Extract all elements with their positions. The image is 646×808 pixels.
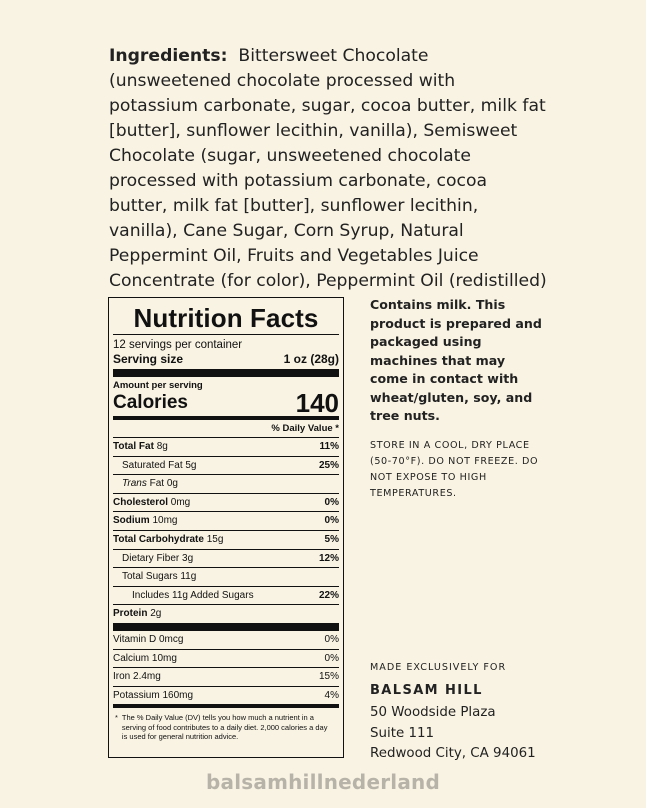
nutrient-rows bbox=[113, 437, 339, 623]
nutrient-row bbox=[113, 604, 339, 623]
company-address bbox=[370, 703, 536, 765]
nutrient-dv: 25% bbox=[318, 459, 339, 471]
nutrient-label: Dietary Fiber 3g bbox=[122, 552, 194, 564]
vitamin-dv: 0% bbox=[324, 652, 339, 664]
nutrient-row bbox=[113, 567, 339, 586]
vitamin-row bbox=[113, 686, 339, 705]
address-line-1: 50 Woodside Plaza bbox=[370, 705, 496, 720]
nutrient-row bbox=[113, 437, 339, 456]
amount-per-serving: Amount per serving bbox=[113, 380, 203, 391]
nutrition-facts-panel: Nutrition Facts 12 servings per container Serving size 1 oz (28g) Amount per serving Calories 140 % Daily Value * Total Fat 8g 11% Saturated Fat 5g 25% Trans Fat 0g Cholesterol 0mg 0% Sodium 10mg 0% Total Carbohydrate 15g 5% Dietary Fiber 3g 12% Total Sugars 11g Includes 11g Added Sugars 22% Protein 2g Vitamin D 0mcg 0% Calcium 10mg 0% Iron 2.4mg 15% Potassium 160mg 4% * The % Daily Value (DV) tells you how much a nutrient in a serving of food contributes to a daily diet. 2,000 calories a day is used for general nutrition advice. bbox=[108, 297, 344, 758]
vitamin-dv: 15% bbox=[318, 671, 339, 683]
calories-label: Calories bbox=[113, 392, 188, 413]
storage-instructions: STORE IN A COOL, DRY PLACE (50-70°F). DO NOT FREEZE. DO NOT EXPOSE TO HIGH TEMPERATURES. bbox=[370, 439, 539, 499]
nutrient-dv: 11% bbox=[319, 441, 339, 452]
nutrient-row bbox=[113, 456, 339, 475]
nutrient-dv: 0% bbox=[324, 496, 339, 508]
daily-value-header: % Daily Value * bbox=[271, 423, 339, 434]
company-name: BALSAM HILL bbox=[370, 683, 483, 698]
vitamin-dv: 4% bbox=[324, 689, 339, 701]
ingredients-text bbox=[109, 44, 549, 294]
vitamin-label: Potassium 160mg bbox=[113, 689, 194, 701]
ingredients-label: Ingredients: bbox=[109, 46, 228, 66]
vitamin-label: Vitamin D 0mcg bbox=[113, 633, 184, 645]
nutrient-row bbox=[113, 530, 339, 549]
nutrient-dv: 0% bbox=[324, 515, 339, 527]
nutrient-label: Protein 2g bbox=[113, 608, 162, 620]
vitamin-row bbox=[113, 649, 339, 668]
nutrient-row bbox=[113, 474, 339, 493]
nutrient-label: Total Sugars 11g bbox=[122, 571, 197, 583]
vitamin-row bbox=[113, 667, 339, 686]
nutrient-dv: 5% bbox=[324, 533, 339, 545]
calories-value: 140 bbox=[295, 388, 339, 418]
nutrient-dv: 22% bbox=[318, 589, 339, 601]
allergen-statement: Contains milk. This product is prepared and packaged using machines that may come in contact with wheat/gluten, soy, and tree nuts. bbox=[370, 297, 542, 423]
nutrient-label: Saturated Fat 5g bbox=[122, 459, 197, 471]
nutrient-row bbox=[113, 549, 339, 568]
ingredients-body: Bittersweet Chocolate (unsweetened chocolate processed with potassium carbonate, sugar, cocoa butter, milk fat [butter], sunflower lecithin, vanilla), Semisweet Chocolate (sugar, unsweetened chocolate processed with potassium carbonate, cocoa butter, milk fat [butter], sunflower lecithin, vanilla), Cane Sugar, Corn Syrup, Natural Peppermint Oil, Fruits and Vegetables Juice Concentrate (for color), Peppermint Oil (redistilled) bbox=[109, 46, 547, 291]
nutrient-label: Includes 11g Added Sugars bbox=[132, 589, 254, 601]
vitamin-label: Calcium 10mg bbox=[113, 652, 177, 664]
watermark-text: balsamhillnederland bbox=[206, 770, 440, 794]
address-line-3: Redwood City, CA 94061 bbox=[370, 746, 536, 761]
made-for-label: MADE EXCLUSIVELY FOR bbox=[370, 662, 507, 673]
nutrient-label: Sodium 10mg bbox=[113, 515, 178, 527]
nutrient-row bbox=[113, 586, 339, 605]
nutrition-title: Nutrition Facts bbox=[133, 303, 319, 333]
vitamin-label: Iron 2.4mg bbox=[113, 671, 161, 683]
nutrient-label: Total Carbohydrate 15g bbox=[113, 533, 224, 545]
servings-per-container: 12 servings per container bbox=[113, 339, 243, 351]
nutrient-row bbox=[113, 493, 339, 512]
nutrient-label: Cholesterol 0mg bbox=[113, 496, 191, 508]
vitamin-rows bbox=[113, 631, 339, 704]
nutrient-dv: 12% bbox=[318, 552, 339, 564]
vitamin-row bbox=[113, 631, 339, 649]
serving-size-label: Serving size bbox=[113, 352, 184, 366]
serving-size-value: 1 oz (28g) bbox=[283, 352, 339, 366]
side-info bbox=[370, 296, 546, 502]
address-line-2: Suite 111 bbox=[370, 725, 435, 741]
nutrient-row bbox=[113, 511, 339, 530]
nutrient-label: Trans Fat 0g bbox=[122, 478, 178, 490]
nutrition-footnote: The % Daily Value (DV) tells you how much a nutrient in a serving of food contributes to a daily diet. 2,000 calories a day is used for general nutrition advice. bbox=[121, 713, 328, 742]
nutrient-label: Total Fat 8g bbox=[113, 441, 168, 452]
vitamin-dv: 0% bbox=[324, 633, 339, 645]
